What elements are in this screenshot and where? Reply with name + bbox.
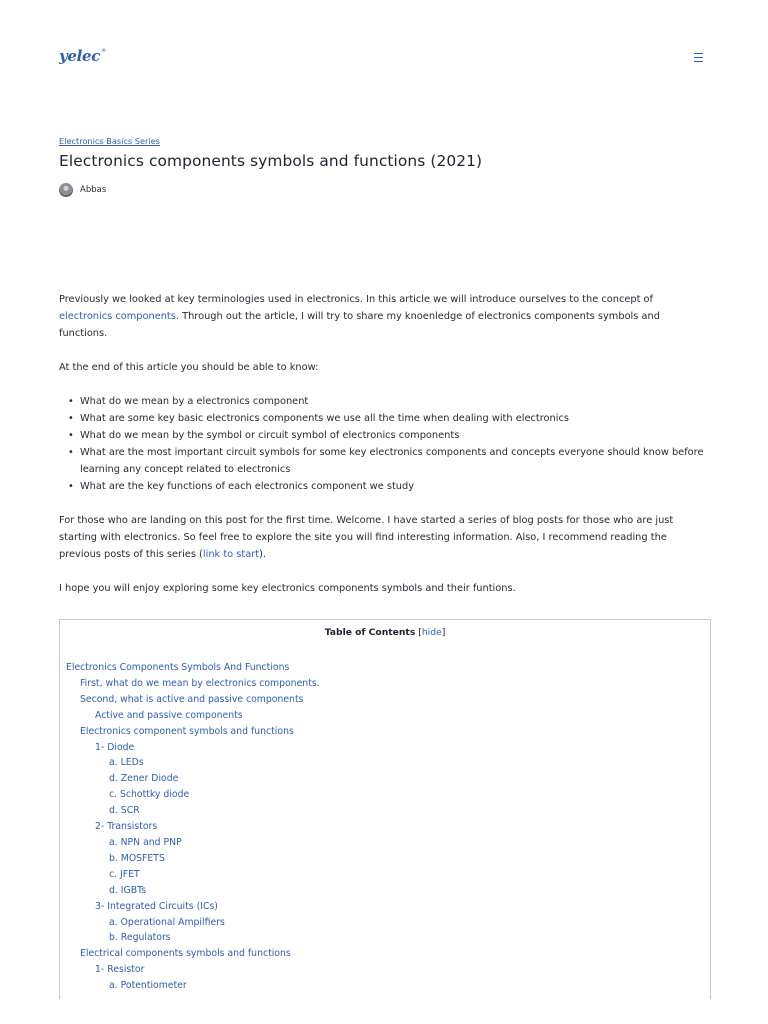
hamburger-icon[interactable]	[693, 52, 705, 63]
toc-item[interactable]: b. Regulators	[109, 932, 171, 944]
toc-item[interactable]: c. Schottky diode	[109, 789, 190, 801]
electronics-components-link[interactable]: electronics components	[59, 311, 176, 322]
toc-item[interactable]: 3- Integrated Circuits (ICs)	[95, 900, 218, 912]
lead-paragraph: At the end of this article you should be able to know:	[59, 362, 319, 373]
article-body	[59, 291, 709, 614]
logo-registered-mark: ®	[101, 48, 106, 54]
toc-item[interactable]: 1- Resistor	[95, 964, 145, 976]
toc-item[interactable]: d. IGBTs	[109, 884, 147, 896]
author-byline	[59, 183, 106, 197]
toc-list	[60, 660, 710, 994]
toc-item[interactable]: Second, what is active and passive components	[80, 693, 304, 705]
list-item: • What are some key basic electronics components we use all the time when dealing with electronics	[59, 410, 709, 427]
link-to-start[interactable]: link to start	[202, 549, 260, 560]
toc-header: Table of Contents [hide]	[324, 627, 446, 638]
author-name[interactable]: Abbas	[80, 185, 107, 195]
closing-paragraph: I hope you will enjoy exploring some key electronics components symbols and their funtions.	[59, 583, 516, 594]
toc-hide-link[interactable]: hide	[421, 627, 442, 638]
toc-item[interactable]: 1- Diode	[95, 741, 135, 753]
toc-item[interactable]: a. Potentiometer	[109, 980, 187, 992]
list-item: • What do we mean by the symbol or circuit symbol of electronics components	[59, 427, 709, 444]
list-item: • What are the most important circuit symbols for some key electronics components and concepts everyone should know before learning any concept related to electronics	[59, 444, 709, 478]
toc-item[interactable]: Electronics component symbols and functions	[80, 725, 294, 737]
toc-item[interactable]: d. SCR	[109, 805, 140, 817]
toc-item[interactable]: a. Operational Ampilfiers	[109, 916, 225, 928]
toc-item[interactable]: d. Zener Diode	[109, 773, 179, 785]
table-of-contents	[59, 619, 711, 999]
toc-item[interactable]: a. LEDs	[109, 757, 144, 769]
toc-item[interactable]: Electrical components symbols and functions	[80, 948, 291, 960]
breadcrumb-category[interactable]: Electronics Basics Series	[59, 136, 160, 146]
page-title: Electronics components symbols and functions (2021)	[59, 152, 483, 170]
welcome-paragraph: For those who are landing on this post for the first time. Welcome. I have started a series of blog posts for those who are just starting with electronics. So feel free to explore the site you will find interesting information. Also, I recommend reading the previous posts of this series (link to start).	[59, 515, 674, 560]
toc-item[interactable]: Active and passive components	[95, 709, 243, 721]
toc-item[interactable]: a. NPN and PNP	[109, 836, 182, 848]
toc-item[interactable]: b. MOSFETS	[109, 852, 165, 864]
intro-paragraph: Previously we looked at key terminologies used in electronics. In this article we will introduce ourselves to the concept of electronics components. Through out the article, I will try to share my knoenledge of electronics components symbols and functions.	[59, 294, 660, 339]
avatar	[59, 183, 73, 197]
logo-text: yelec	[59, 47, 101, 65]
list-item: • What do we mean by a electronics component	[59, 393, 709, 410]
list-item: • What are the key functions of each electronics component we study	[59, 478, 709, 495]
toc-item[interactable]: c. JFET	[109, 868, 140, 880]
toc-item[interactable]: Electronics Components Symbols And Functions	[66, 662, 290, 673]
toc-item[interactable]: First, what do we mean by electronics components.	[80, 677, 320, 689]
toc-title: Table of Contents	[324, 627, 416, 638]
objectives-list	[59, 393, 709, 495]
toc-item[interactable]: 2- Transistors	[95, 821, 158, 833]
site-logo[interactable]	[59, 47, 106, 65]
site-header	[0, 0, 768, 110]
